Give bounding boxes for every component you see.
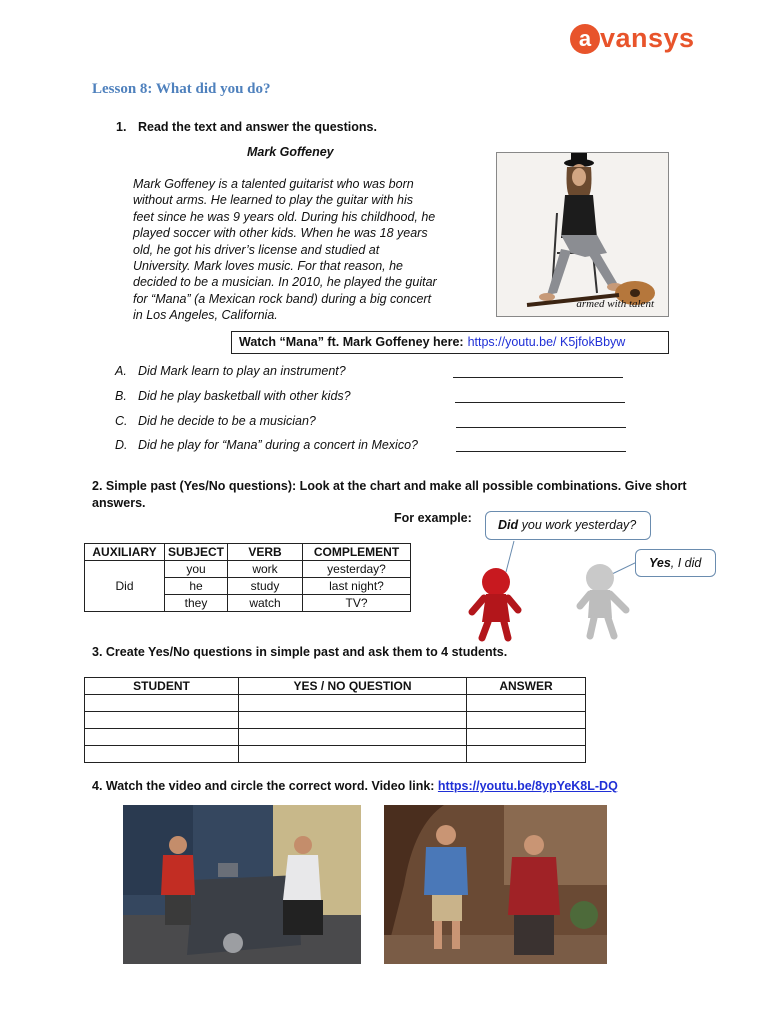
student-cell[interactable] — [85, 695, 239, 712]
speech-bubble-answer — [635, 549, 716, 577]
for-example-label: For example: — [394, 511, 472, 525]
lesson-title: Lesson 8: What did you do? — [92, 81, 271, 97]
verb-cell: study — [228, 578, 303, 595]
verb-cell: watch — [228, 595, 303, 612]
story-line: played soccer with other kids. When he was 18 years — [133, 226, 428, 241]
video-still-house — [384, 805, 607, 964]
avansys-logo — [570, 20, 710, 58]
bubble-answer-rest: , I did — [670, 556, 702, 570]
exercise-4-instruction — [92, 779, 618, 793]
question-cell[interactable] — [239, 729, 467, 746]
table-row — [85, 729, 586, 746]
question-text: Did Mark learn to play an instrument? — [138, 364, 346, 378]
story-line: Mark Goffeney is a talented guitarist who was born — [133, 177, 414, 191]
question-cell[interactable] — [239, 695, 467, 712]
question-letter: D. — [115, 438, 128, 452]
question-cell[interactable] — [239, 712, 467, 729]
header-answer: ANSWER — [467, 678, 586, 695]
answer-cell[interactable] — [467, 712, 586, 729]
subject-cell: he — [165, 578, 228, 595]
question-letter: C. — [115, 414, 128, 428]
header-subject: SUBJECT — [165, 544, 228, 561]
speech-bubble-question — [485, 511, 651, 540]
table-row — [85, 746, 586, 763]
table-row — [85, 561, 411, 578]
complement-cell: TV? — [303, 595, 411, 612]
story-line: feet since he was 9 years old. During his childhood, he — [133, 209, 436, 224]
answer-line-b[interactable] — [455, 402, 625, 403]
table-header-row — [85, 544, 411, 561]
table-header-row — [85, 678, 586, 695]
exercise-1-instruction — [116, 120, 377, 134]
header-student: STUDENT — [85, 678, 239, 695]
question-cell[interactable] — [239, 746, 467, 763]
story-line: old, he got his driver’s license and studied at — [133, 242, 380, 257]
answer-cell[interactable] — [467, 695, 586, 712]
complement-cell: yesterday? — [303, 561, 411, 578]
bubble-answer-bold: Yes — [649, 556, 671, 570]
header-complement: COMPLEMENT — [303, 544, 411, 561]
exercise-1-text: Read the text and answer the questions. — [138, 120, 377, 134]
answer-cell[interactable] — [467, 746, 586, 763]
exercise-2-instruction — [92, 478, 692, 511]
complement-cell: last night? — [303, 578, 411, 595]
question-text: Did he play for “Mana” during a concert in Mexico? — [138, 438, 418, 452]
subject-cell: you — [165, 561, 228, 578]
verb-cell: work — [228, 561, 303, 578]
logo-letter: a — [570, 24, 600, 54]
header-question: YES / NO QUESTION — [239, 678, 467, 695]
answer-line-c[interactable] — [456, 427, 626, 428]
subject-cell: they — [165, 595, 228, 612]
office-scene — [123, 805, 361, 964]
question-c — [115, 414, 316, 428]
guitarist-photo — [496, 152, 669, 317]
figures-illustration — [462, 538, 642, 642]
answer-line-d[interactable] — [456, 451, 626, 452]
story-line: in Los Angeles, California. — [133, 308, 278, 323]
story-title: Mark Goffeney — [247, 145, 334, 159]
exercise-1-number: 1. — [116, 120, 127, 134]
question-letter: A. — [115, 364, 127, 378]
guitarist-illustration — [497, 153, 669, 317]
student-questions-table — [84, 677, 586, 763]
header-auxiliary: AUXILIARY — [85, 544, 165, 561]
story-line: University. Mark loves music. For that reason, he — [133, 259, 403, 274]
bubble-question-rest: you work yesterday? — [518, 518, 637, 532]
student-cell[interactable] — [85, 746, 239, 763]
photo-caption: armed with talent — [576, 298, 654, 310]
video-still-office — [123, 805, 361, 964]
story-line: without arms. He learned to play the guitar with his — [133, 193, 413, 208]
answer-cell[interactable] — [467, 729, 586, 746]
question-letter: B. — [115, 389, 127, 403]
question-d — [115, 438, 418, 452]
table-row — [85, 712, 586, 729]
auxiliary-cell: Did — [85, 561, 165, 612]
student-cell[interactable] — [85, 712, 239, 729]
exercise-4-text: 4. Watch the video and circle the correct word. Video link: — [92, 779, 438, 793]
exercise-2-line-1: 2. Simple past (Yes/No questions): Look at the chart and make all possible combinations. Give short — [92, 479, 687, 493]
combination-chart — [84, 543, 411, 612]
logo-text: vansys — [600, 23, 695, 53]
watch-video-box — [231, 331, 669, 354]
student-cell[interactable] — [85, 729, 239, 746]
video-link[interactable]: https://youtu.be/8ypYeK8L-DQ — [437, 779, 618, 793]
question-a — [115, 364, 346, 378]
story-text — [133, 176, 463, 324]
table-row — [85, 695, 586, 712]
exercise-3-instruction: 3. Create Yes/No questions in simple past and ask them to 4 students. — [92, 645, 508, 659]
answer-line-a[interactable] — [453, 377, 623, 378]
question-text: Did he decide to be a musician? — [138, 414, 316, 428]
exercise-2-line-2: answers. — [92, 495, 146, 510]
story-line: for “Mana” (a Mexican rock band) during a big concert — [133, 291, 432, 306]
bubble-question-bold: Did — [498, 518, 519, 532]
question-b — [115, 389, 351, 403]
watch-label: Watch “Mana” ft. Mark Goffeney here: — [239, 335, 464, 349]
house-scene — [384, 805, 607, 964]
question-text: Did he play basketball with other kids? — [138, 389, 351, 403]
header-verb: VERB — [228, 544, 303, 561]
watch-video-link[interactable]: https://youtu.be/ K5jfokBbyw — [467, 335, 626, 349]
story-line: decided to be a musician. In 2010, he played the guitar — [133, 275, 437, 290]
